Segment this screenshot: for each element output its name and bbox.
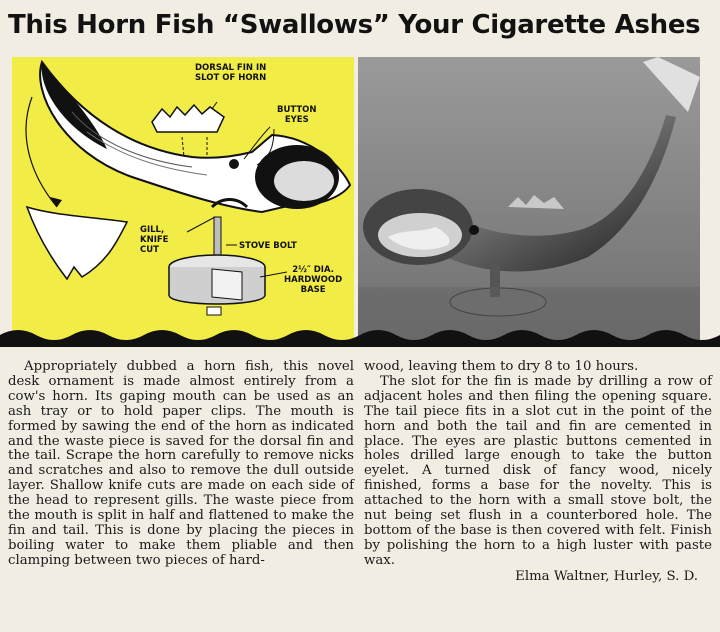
horn-fish-photo <box>358 57 700 347</box>
byline: Elma Waltner, Hurley, S. D. <box>515 568 698 584</box>
callout-dorsal-fin: DORSAL FIN IN SLOT OF HORN <box>195 63 267 83</box>
callout-stove-bolt: STOVE BOLT <box>239 241 297 251</box>
tail-piece <box>27 207 127 279</box>
callout-base: 2½″ DIA. HARDWOOD BASE <box>284 265 343 295</box>
headline: This Horn Fish “Swallows” Your Cigarette Ashes <box>8 10 701 40</box>
callout-gill-cut: GILL, KNIFE CUT <box>140 225 169 255</box>
wave-divider <box>0 325 720 355</box>
article-paragraph-1: Appropriately dubbed a horn fish, this novel desk ornament is made almost entirely from a cow's horn. Its gaping mouth can be used as an ash tray or to hold paper clips. The mouth is formed by sawing the end of the horn as indicated and the waste piece is saved for the dorsal fin and the tail. Scrape the horn carefully to remove nicks and scratches and also to remove the dull outside layer. Shallow knife cuts are made on each side of the head to represent gills. The waste piece from the mouth is split in half and flattened to make the fin and tail. This is done by placing the pieces in boiling water to make them pliable and then clamping between two pieces of hard- <box>8 359 354 568</box>
stove-bolt <box>214 217 221 257</box>
photo-panel <box>358 57 700 347</box>
dorsal-fin-piece <box>152 105 224 132</box>
article-continuation: wood, leaving them to dry 8 to 10 hours. <box>364 359 639 374</box>
horn-fish-diagram <box>12 57 354 347</box>
button-eye <box>229 159 239 169</box>
article-paragraph-2: The slot for the fin is made by drilling a row of adjacent holes and then filing the opening square. The tail piece fits in a slot cut in the point of the horn and both the tail and fin are cemented in place. The eyes are plastic buttons cemented in holes drilled large enough to take the button eyelet. A turned disk of fancy wood, nicely finished, forms a base for the novelty. This is attached to the horn with a small stove bolt, the nut being set flush in a counterbored hole. The bottom of the base is then covered with felt. Finish by polishing the horn to a high luster with paste wax. <box>364 373 712 568</box>
diagram-panel <box>12 57 354 347</box>
article-column-2 <box>364 360 712 585</box>
article-column-1 <box>8 360 354 569</box>
callout-button-eyes: BUTTON EYES <box>277 105 317 125</box>
